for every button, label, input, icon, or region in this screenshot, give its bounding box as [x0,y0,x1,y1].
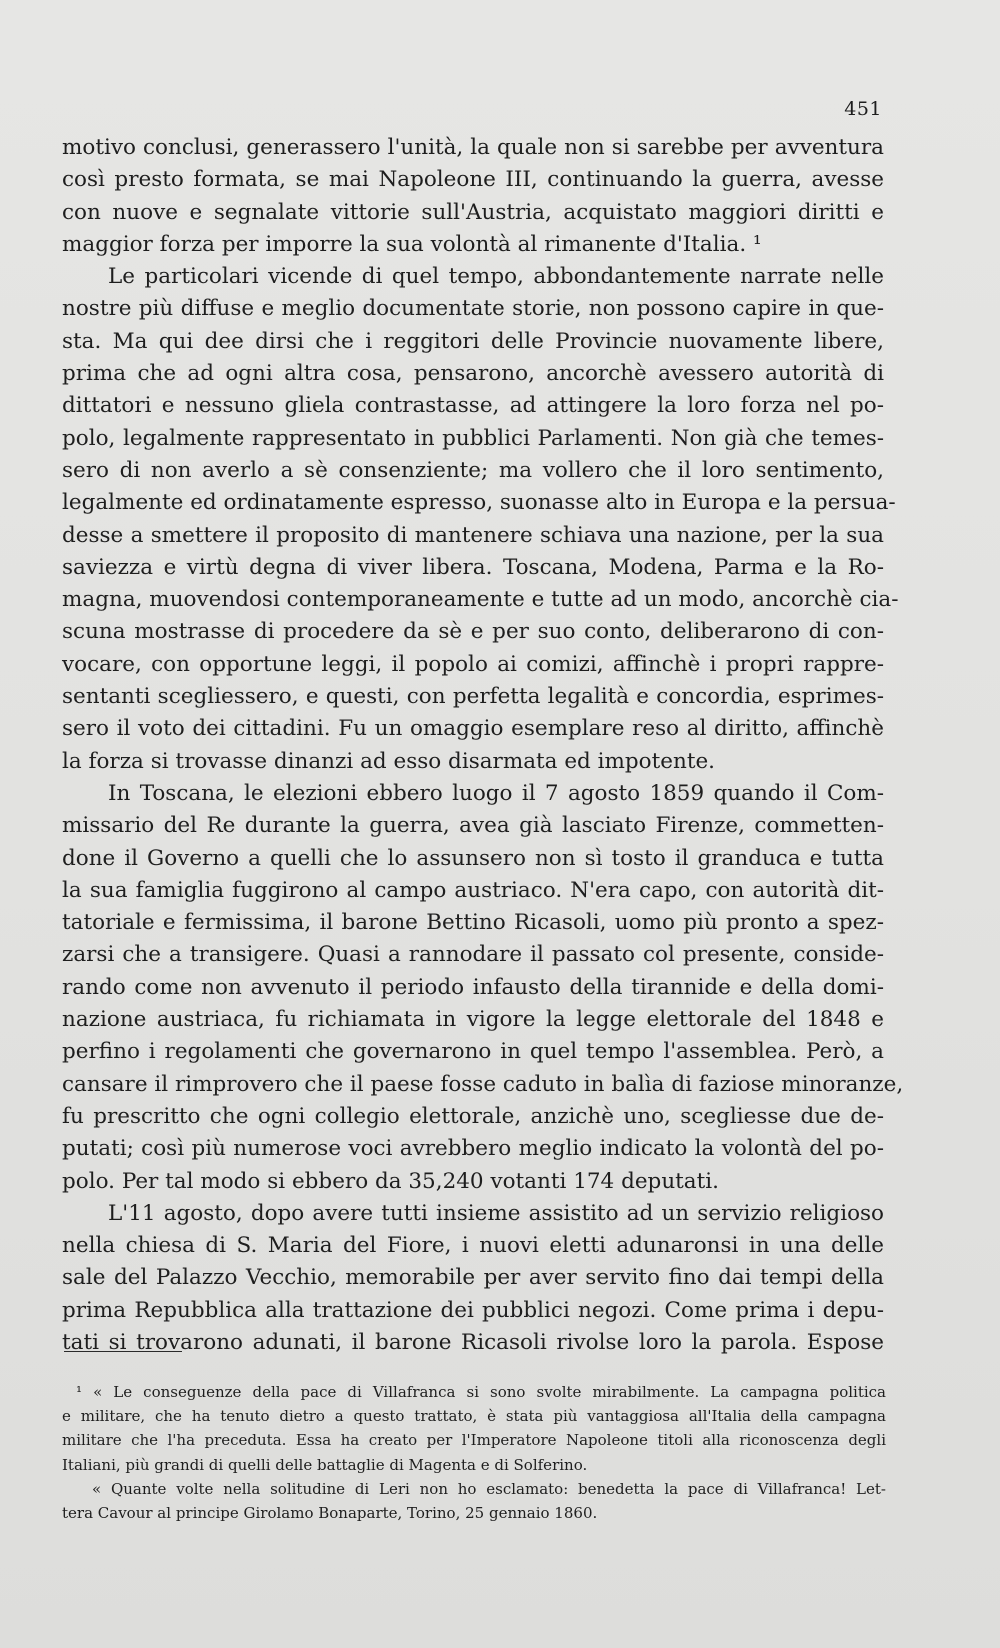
footnote-line: tera Cavour al principe Girolamo Bonaparte, Torino, 25 gennaio 1860. [62,1503,598,1522]
footnote-line: Italiani, più grandi di quelli delle battaglie di Magenta e di Solferino. [62,1455,588,1474]
text-line: vocare, con opportune leggi, il popolo ai comizi, affinchè i propri rappre- [62,651,884,677]
text-line: done il Governo a quelli che lo assunsero non sì tosto il granduca e tutta [62,845,884,871]
text-line: prima Repubblica alla trattazione dei pubblici negozi. Come prima i depu- [62,1297,884,1323]
text-line: sentanti scegliessero, e questi, con perfetta legalità e concordia, esprimes- [62,684,884,710]
footnote-line: e militare, che ha tenuto dietro a questo trattato, è stata più vantaggiosa all'Italia della campagna [62,1407,886,1426]
text-line: così presto formata, se mai Napoleone III, continuando la guerra, avesse [62,167,884,193]
text-line: scuna mostrasse di procedere da sè e per suo conto, deliberarono di con- [62,619,884,645]
text-line: motivo conclusi, generassero l'unità, la quale non si sarebbe per avventura [62,135,884,160]
text-line: desse a smettere il proposito di mantenere schiava una nazione, per la sua [62,522,884,548]
footnotes [62,1380,886,1525]
text-line: magna, muovendosi contemporaneamente e tutte ad un modo, ancorchè cia- [62,587,899,613]
footnote-line: « Quante volte nella solitudine di Leri non ho esclamato: benedetta la pace di Villafranca! Let- [92,1479,886,1498]
text-line: tatoriale e fermissima, il barone Bettino Ricasoli, uomo più pronto a spez- [62,910,884,936]
text-line: saviezza e virtù degna di viver libera. Toscana, Modena, Parma e la Ro- [62,554,884,580]
text-line: la forza si trovasse dinanzi ad esso disarmata ed impotente. [62,748,716,774]
text-line: tati si trovarono adunati, il barone Ricasoli rivolse loro la parola. Espose [62,1329,884,1355]
text-line: cansare il rimprovero che il paese fosse caduto in balìa di faziose minoranze, [62,1071,904,1097]
text-line: maggior forza per imporre la sua volontà al rimanente d'Italia. ¹ [62,231,762,257]
paragraph-start-line: In Toscana, le elezioni ebbero luogo il 7 agosto 1859 quando il Com- [108,780,884,806]
text-line: sale del Palazzo Vecchio, memorabile per aver servito fino dai tempi della [62,1265,884,1291]
page-number: 451 [844,98,882,120]
text-line: la sua famiglia fuggirono al campo austriaco. N'era capo, con autorità dit- [62,877,884,903]
text-line: sta. Ma qui dee dirsi che i reggitori delle Provincie nuovamente libere, [62,328,884,354]
text-line: missario del Re durante la guerra, avea già lasciato Firenze, commetten- [62,813,884,839]
text-line: fu prescritto che ogni collegio elettorale, anzichè uno, scegliesse due de- [62,1103,884,1129]
footnote-line: ¹ « Le conseguenze della pace di Villafranca si sono svolte mirabilmente. La campagna politica [76,1383,886,1401]
text-line: putati; così più numerose voci avrebbero meglio indicato la volontà del po- [62,1136,884,1162]
footnote-line: militare che l'ha preceduta. Essa ha creato per l'Imperatore Napoleone titoli alla riconoscenza degli [62,1431,886,1450]
text-line: perfino i regolamenti che governarono in quel tempo l'assemblea. Però, a [62,1039,884,1065]
text-line: nella chiesa di S. Maria del Fiore, i nuovi eletti adunaronsi in una delle [62,1233,884,1259]
text-line: prima che ad ogni altra cosa, pensarono, ancorchè avessero autorità di [62,361,884,387]
text-line: polo. Per tal modo si ebbero da 35,240 votanti 174 deputati. [62,1168,719,1194]
paragraph-start-line: Le particolari vicende di quel tempo, abbondantemente narrate nelle [108,264,884,290]
text-line: con nuove e segnalate vittorie sull'Austria, acquistato maggiori diritti e [62,199,884,225]
paragraph-start-line: L'11 agosto, dopo avere tutti insieme assistito ad un servizio religioso [108,1200,884,1226]
text-line: sero di non averlo a sè consenziente; ma vollero che il loro sentimento, [62,457,884,483]
text-line: legalmente ed ordinatamente espresso, suonasse alto in Europa e la persua- [62,490,896,516]
text-line: nazione austriaca, fu richiamata in vigore la legge elettorale del 1848 e [62,1007,884,1033]
text-line: rando come non avvenuto il periodo infausto della tirannide e della domi- [62,974,884,1000]
text-line: sero il voto dei cittadini. Fu un omaggio esemplare reso al diritto, affinchè [62,716,884,742]
body-text [62,132,904,1359]
text-line: polo, legalmente rappresentato in pubblici Parlamenti. Non già che temes- [62,425,884,451]
footnote-divider [64,1351,182,1352]
text-line: nostre più diffuse e meglio documentate storie, non possono capire in que- [62,296,884,322]
text-line: zarsi che a transigere. Quasi a rannodare il passato col presente, conside- [62,942,884,968]
text-line: dittatori e nessuno gliela contrastasse, ad attingere la loro forza nel po- [62,393,884,419]
